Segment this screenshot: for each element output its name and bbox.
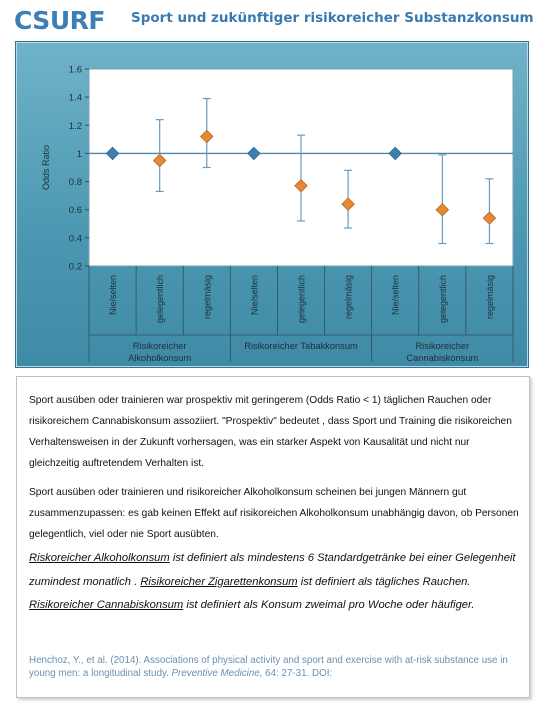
definition-alcohol: ist definiert als mindestens 6 Standardgetränke bei einer Gelegenheit zumindest monatlich . [29, 552, 516, 588]
text-box [16, 376, 530, 698]
definition-term-cigarettes: Risikoreicher Zigarettenkonsum [140, 575, 298, 588]
definition-term-cannabis: Risikoreicher Cannabiskonsum [29, 599, 184, 611]
category-label: gelegentlich [437, 275, 448, 324]
reference [29, 654, 524, 680]
category-label: regelmäsig [202, 275, 213, 320]
definitions [29, 547, 519, 618]
reference-text: Henchoz, Y., et al. (2014). Associations of physical activity and sport and exercise with at-risk substance use in young men: a longitudinal study. [29, 655, 508, 679]
y-tick-label: 1.2 [68, 120, 82, 132]
category-label: regelmäsig [484, 275, 495, 320]
group-label-line2: Alkoholkonsum [128, 353, 192, 363]
y-tick-label: 1 [76, 148, 82, 160]
category-label: gelegentlich [155, 275, 166, 324]
reference-tail: 64: 27-31. DOI: [262, 668, 333, 679]
category-label: gelegentlich [296, 275, 307, 324]
y-tick-label: 1.4 [68, 92, 82, 104]
group-label: Risikoreicher Tabakkonsum [244, 341, 358, 351]
odds-ratio-chart [16, 42, 528, 367]
category-label: Nie/selten [108, 275, 119, 316]
y-tick-label: 0.4 [68, 233, 82, 245]
paragraph-alcohol: Sport ausüben oder trainieren und risikoreicher Alkoholkonsum scheinen bei jungen Männern gut zusammenzupassen: es gab keinen Effekt auf risikoreichen Alkoholkonsum unabhängig davon, ob Personen gelegentlich, viel oder nie Sport ausübten. [29, 487, 519, 540]
page-title: Sport und zukünftiger risikoreicher Substanzkonsum [131, 10, 534, 26]
group-label-line2: Cannabiskonsum [406, 353, 479, 363]
chart-panel [15, 41, 529, 368]
reference-journal: Preventive Medicine, [171, 668, 263, 679]
header [0, 0, 546, 40]
y-axis-label: Odds Ratio [41, 144, 51, 191]
group-label: Risikoreicher [415, 341, 470, 351]
y-tick-label: 0.8 [68, 177, 82, 189]
paragraph-prospective: Sport ausüben oder trainieren war prospektiv mit geringerem (Odds Ratio < 1) täglichen Rauchen oder risikoreichem Cannabiskonsum assoziiert. "Prospektiv" bedeutet , dass Sport und Training die risikoreichen Verhaltensweisen in der Zukunft vorhersagen, was ein starker Aspekt von Kausalität und nicht nur gleichzeitig auftretendem Verhalten ist. [29, 395, 512, 469]
y-tick-label: 0.2 [68, 261, 82, 273]
csurf-logo: CSURF [14, 6, 105, 35]
y-tick-label: 1.6 [68, 64, 82, 76]
y-tick-label: 0.6 [68, 205, 82, 217]
category-label: Nie/selten [390, 275, 401, 316]
category-label: Nie/selten [249, 275, 260, 316]
definition-cigarettes: ist definiert als tägliches Rauchen. [297, 575, 471, 588]
definition-term-alcohol: Riskoreicher Alkoholkonsum [29, 552, 170, 564]
group-label: Risikoreicher [132, 341, 187, 351]
definition-cannabis: ist definiert als Konsum zweimal pro Woche oder häufiger. [183, 599, 475, 611]
category-label: regelmäsig [343, 275, 354, 320]
